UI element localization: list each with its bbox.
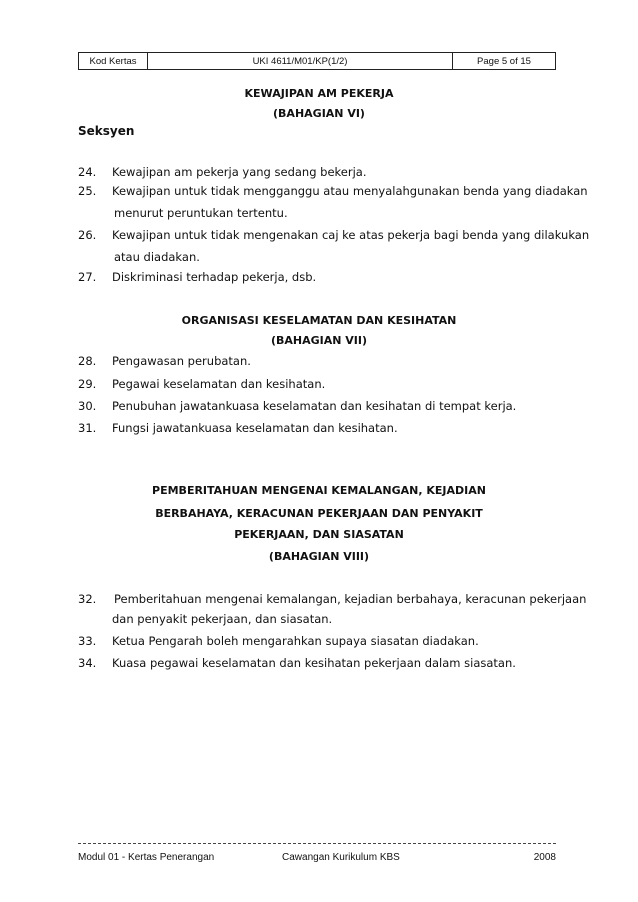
- item-text: Diskriminasi terhadap pekerja, dsb.: [112, 270, 317, 284]
- footer-year: 2008: [533, 852, 556, 863]
- header-kod-label: Kod Kertas: [79, 53, 148, 69]
- item-text: Fungsi jawatankuasa keselamatan dan kesihatan.: [112, 421, 398, 435]
- part7-title: ORGANISASI KESELAMATAN DAN KESIHATAN: [181, 314, 457, 327]
- part8-title-line: PEMBERITAHUAN MENGENAI KEMALANGAN, KEJADIAN: [152, 484, 486, 497]
- item-text-continuation: atau diadakan.: [114, 250, 200, 264]
- item-number: 24.: [78, 165, 97, 179]
- header-code: UKI 4611/M01/KP(1/2): [148, 53, 453, 69]
- part8-title-line: BERBAHAYA, KERACUNAN PEKERJAAN DAN PENYAKIT: [155, 507, 483, 520]
- item-number: 33.: [78, 634, 97, 648]
- part6-subtitle: (BAHAGIAN VI): [273, 107, 365, 120]
- header-table: [78, 52, 556, 70]
- item-number: 28.: [78, 354, 97, 368]
- item-text: Penubuhan jawatankuasa keselamatan dan kesihatan di tempat kerja.: [112, 399, 517, 413]
- item-text: Pengawasan perubatan.: [112, 354, 251, 368]
- item-number: 29.: [78, 377, 97, 391]
- footer-department: Cawangan Kurikulum KBS: [282, 852, 400, 863]
- item-number: 34.: [78, 656, 97, 670]
- part8-subtitle: (BAHAGIAN VIII): [268, 550, 370, 563]
- item-text: Ketua Pengarah boleh mengarahkan supaya siasatan diadakan.: [112, 634, 479, 648]
- header-page-number: Page 5 of 15: [477, 55, 531, 67]
- item-text-continuation: menurut peruntukan tertentu.: [114, 206, 288, 220]
- item-text: Kewajipan untuk tidak mengganggu atau menyalahgunakan benda yang diadakan: [112, 184, 588, 198]
- item-text: Kewajipan am pekerja yang sedang bekerja.: [112, 165, 367, 179]
- item-text: Kuasa pegawai keselamatan dan kesihatan pekerjaan dalam siasatan.: [112, 656, 516, 670]
- item-text-continuation: dan penyakit pekerjaan, dan siasatan.: [112, 612, 333, 626]
- footer-divider: [78, 843, 556, 844]
- footer-module: Modul 01 - Kertas Penerangan: [78, 852, 215, 863]
- seksyen-label: Seksyen: [78, 124, 135, 138]
- item-number: 30.: [78, 399, 97, 413]
- part8-title-line: PEKERJAAN, DAN SIASATAN: [234, 528, 404, 541]
- item-number: 31.: [78, 421, 97, 435]
- part7-subtitle: (BAHAGIAN VII): [270, 334, 368, 347]
- item-text: Pemberitahuan mengenai kemalangan, kejadian berbahaya, keracunan pekerjaan: [114, 592, 587, 606]
- item-number: 27.: [78, 270, 97, 284]
- item-number: 26.: [78, 228, 97, 242]
- item-number: 32.: [78, 592, 97, 606]
- item-number: 25.: [78, 184, 97, 198]
- item-text: Kewajipan untuk tidak mengenakan caj ke atas pekerja bagi benda yang dilakukan: [112, 228, 590, 242]
- part6-title: KEWAJIPAN AM PEKERJA: [244, 87, 394, 100]
- item-text: Pegawai keselamatan dan kesihatan.: [112, 377, 326, 391]
